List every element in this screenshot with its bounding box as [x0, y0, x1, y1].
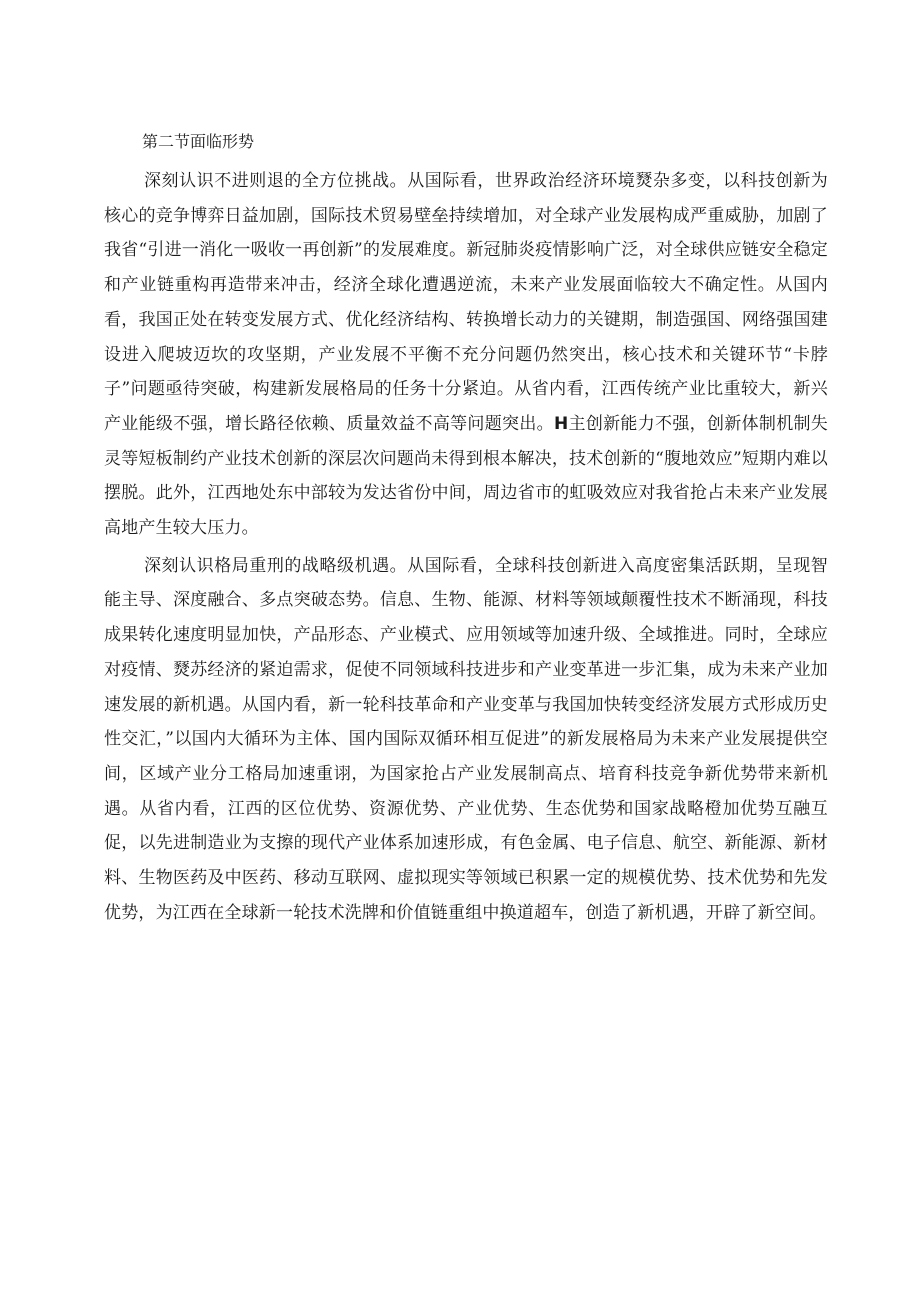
section-heading: 第二节面临形势	[142, 132, 255, 151]
document-page	[104, 126, 828, 930]
paragraph-text-continued: 主创新能力不强，创新体制机制失灵等短板制约产业技术创新的深层次问题尚未得到根本解决，技术创新的“腹地效应”短期内难以摆脱。此外，江西地处东中部较为发达省份中间，周边省市的虹吸效应对我省抢占未来产业发展高地产生较大压力。	[104, 413, 829, 539]
paragraph-opportunities: 深刻认识格局重刑的战略级机遇。从国际看，全球科技创新进入高度密集活跃期，呈现智能主导、深度融合、多点突破态势。信息、生物、能源、材料等领域颠覆性技术不断涌现，科技成果转化速度明显加快，产品形态、产业模式、应用领域等加速升级、全域推进。同时，全球应对疫情、燹苏经济的紧迫需求，促使不同领域科技进步和产业变革进一步汇集，成为未来产业加速发展的新机遇。从国内看，新一轮科技革命和产业变革与我国加快转变经济发展方式形成历史性交汇，”以国内大循环为主体、国内国际双循环相互促进”的新发展格局为未来产业发展提供空间，区域产业分工格局加速重诩，为国家抢占产业发展制高点、培育科技竞争新优势带来新机遇。从省内看，江西的区位优势、资源优势、产业优势、生态优势和国家战略橙加优势互融互促，以先进制造业为支擦的现代产业体系加速形成，有色金属、电子信息、航空、新能源、新材料、生物医药及中医药、移动互联网、虚拟现实等领域已积累一定的规模优势、技术优势和先发优势，为江西在全球新一轮技术洗牌和价值链重组中换道超车，创造了新机遇，开辟了新空间。	[104, 555, 828, 923]
paragraph-challenges	[104, 164, 828, 546]
paragraph-marker: H	[553, 413, 569, 434]
paragraph-text: 深刻认识不进则退的全方位挑战。从国际看，世界政治经济环境燹杂多变，以科技创新为核心的竞争博弈日益加剧，国际技术贸易壁垒持续增加，对全球产业发展构成严重威胁，加剧了我省“引进一消化一吸收一再创新”的发展难度。新冠肺炎疫情影响广泛，对全球供应链安全稳定和产业链重构再造带来冲击，经济全球化遭遇逆流，未来产业发展面临较大不确定性。从国内看，我国正处在转变发展方式、优化经济结构、转换增长动力的关键期，制造强国、网络强国建设进入爬坡迈坎的攻坚期，产业发展不平衡不充分问题仍然突出，核心技术和关键环节“卡脖子”问题亟待突破，构建新发展格局的任务十分紧迫。从省内看，江西传统产业比重较大，新兴产业能级不强，增长路径依赖、质量效益不高等问题突出。	[104, 171, 828, 434]
